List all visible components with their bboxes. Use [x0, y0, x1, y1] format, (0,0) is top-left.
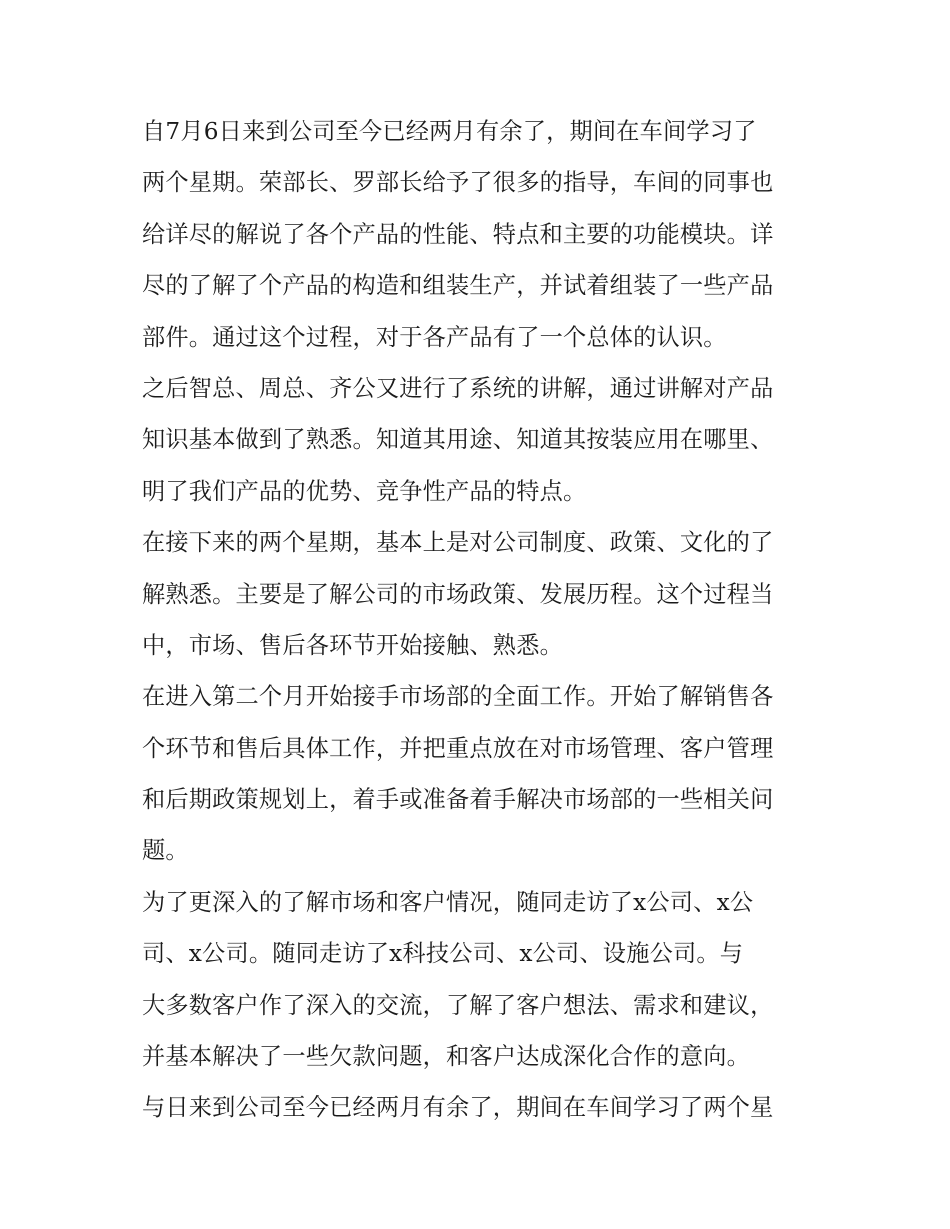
text-line-2: 两个星期。荣部长、罗部长给予了很多的指导，车间的同事也: [142, 169, 774, 197]
text-line-7: 知识基本做到了熟悉。知道其用途、知道其按装应用在哪里、: [142, 426, 774, 454]
text-line-11: 中，市场、售后各环节开始接触、熟悉。: [142, 631, 563, 659]
text-line-6: 之后智总、周总、齐公又进行了系统的讲解，通过讲解对产品: [142, 374, 774, 402]
text-line-14: 和后期政策规划上，着手或准备着手解决市场部的一些相关问: [142, 786, 774, 814]
text-line-1: 自7月6日来到公司至今已经两月有余了，期间在车间学习了: [142, 118, 757, 145]
text-line-17: 司、x公司。随同走访了x科技公司、x公司、设施公司。与: [142, 940, 744, 968]
body-text: [142, 106, 822, 1134]
text-line-8: 明了我们产品的优势、竞争性产品的特点。: [142, 477, 587, 505]
text-line-10: 解熟悉。主要是了解公司的市场政策、发展历程。这个过程当: [142, 580, 774, 608]
text-line-5: 部件。通过这个过程，对于各产品有了一个总体的认识。: [142, 323, 727, 351]
text-line-19: 并基本解决了一些欠款问题，和客户达成深化合作的意向。: [142, 1043, 751, 1071]
text-line-12: 在进入第二个月开始接手市场部的全面工作。开始了解销售各: [142, 683, 774, 711]
text-line-3: 给详尽的解说了各个产品的性能、特点和主要的功能模块。详: [142, 220, 774, 248]
text-line-4: 尽的了解了个产品的构造和组装生产，并试着组装了一些产品: [142, 272, 774, 300]
text-line-16: 为了更深入的了解市场和客户情况，随同走访了x公司、x公: [142, 888, 754, 916]
text-line-13: 个环节和售后具体工作，并把重点放在对市场管理、客户管理: [142, 734, 774, 762]
text-line-15: 题。: [142, 837, 189, 865]
text-line-9: 在接下来的两个星期，基本上是对公司制度、政策、文化的了: [142, 529, 774, 557]
text-line-18: 大多数客户作了深入的交流，了解了客户想法、需求和建议，: [142, 991, 774, 1019]
text-line-20: 与日来到公司至今已经两月有余了，期间在车间学习了两个星: [142, 1094, 774, 1122]
